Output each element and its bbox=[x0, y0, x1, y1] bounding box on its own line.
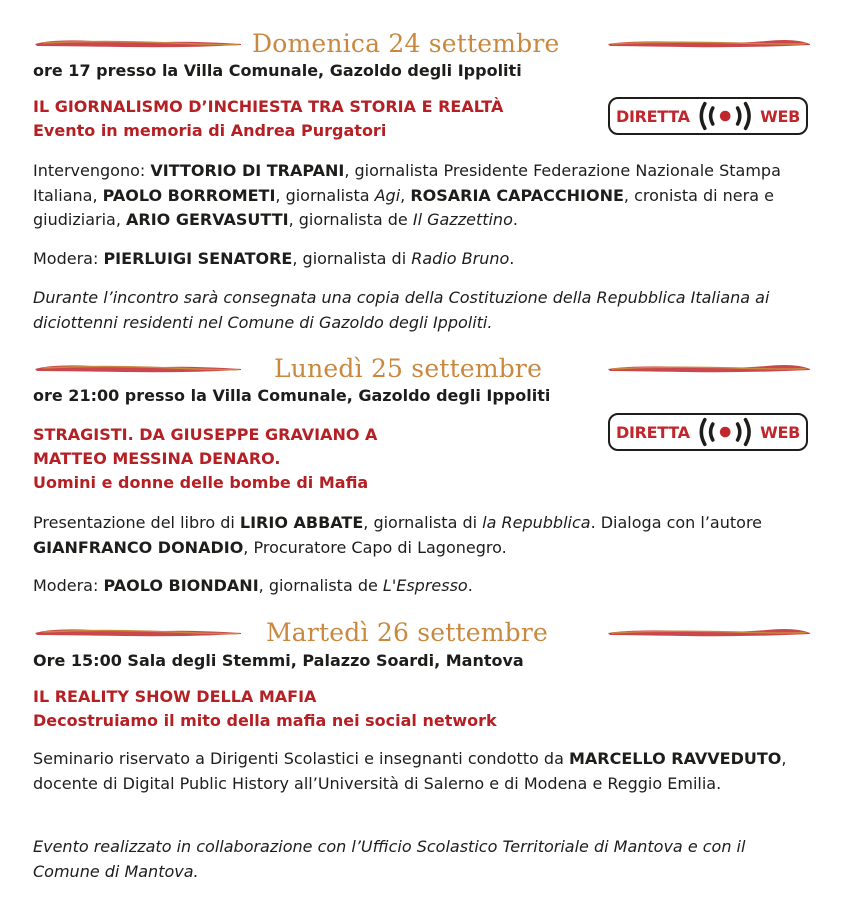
brush-stroke-right bbox=[606, 360, 812, 378]
day-title: Martedì 26 settembre bbox=[266, 618, 548, 647]
diretta-web-badge[interactable] bbox=[608, 97, 808, 135]
event-title-line: MATTEO MESSINA DENARO. bbox=[33, 449, 281, 468]
event-subtitle: Decostruiamo il mito della mafia nei social network bbox=[33, 711, 497, 730]
day-header-3 bbox=[0, 616, 849, 650]
diretta-web-badge[interactable] bbox=[608, 413, 808, 451]
moderator-line: Modera: PAOLO BIONDANI, giornalista de L'Espresso. bbox=[33, 576, 473, 595]
day-title: Domenica 24 settembre bbox=[252, 29, 560, 58]
broadcast-icon bbox=[696, 415, 754, 449]
broadcast-icon bbox=[696, 99, 754, 133]
event-place: ore 21:00 presso la Villa Comunale, Gazoldo degli Ippoliti bbox=[33, 386, 551, 405]
moderator-line: Modera: PIERLUIGI SENATORE, giornalista di Radio Bruno. bbox=[33, 249, 515, 268]
brush-stroke-left bbox=[33, 360, 243, 378]
event-title bbox=[33, 95, 503, 143]
presentation-paragraph: Presentazione del libro di LIRIO ABBATE, giornalista di la Repubblica. Dialoga con l’autore GIANFRANCO DONADIO, Procuratore Capo di Lagonegro. bbox=[33, 513, 763, 557]
day-header-1 bbox=[0, 27, 849, 61]
event-title-line: IL REALITY SHOW DELLA MAFIA bbox=[33, 687, 317, 706]
badge-left-word: DIRETTA bbox=[616, 106, 690, 126]
event-place: Ore 15:00 Sala degli Stemmi, Palazzo Soardi, Mantova bbox=[33, 651, 524, 670]
event-note: Evento realizzato in collaborazione con l’Ufficio Scolastico Territoriale di Mantova e con il Comune di Mantova. bbox=[33, 837, 746, 881]
badge-left-word: DIRETTA bbox=[616, 422, 690, 442]
event-title-line: IL GIORNALISMO D’INCHIESTA TRA STORIA E REALTÀ bbox=[33, 97, 504, 116]
event-subtitle: Evento in memoria di Andrea Purgatori bbox=[33, 121, 387, 140]
brush-stroke-right bbox=[606, 624, 812, 642]
badge-right-word: WEB bbox=[760, 422, 800, 442]
event-subtitle: Uomini e donne delle bombe di Mafia bbox=[33, 473, 369, 492]
event-title bbox=[33, 423, 377, 495]
brush-stroke-left bbox=[33, 35, 243, 53]
brush-stroke-left bbox=[33, 624, 243, 642]
seminar-paragraph: Seminario riservato a Dirigenti Scolastici e insegnanti condotto da MARCELLO RAVVEDUTO, docente di Digital Public History all’Università di Salerno e di Modena e Reggio Emilia. bbox=[33, 749, 787, 793]
speakers-paragraph: Intervengono: VITTORIO DI TRAPANI, giornalista Presidente Federazione Nazionale Stampa Italiana, PAOLO BORROMETI, giornalista Agi, ROSARIA CAPACCHIONE, cronista di nera e giudiziaria, ARIO GERVASUTTI, giornalista de Il Gazzettino. bbox=[33, 161, 781, 229]
event-note: Durante l’incontro sarà consegnata una copia della Costituzione della Repubblica Italiana ai diciottenni residenti nel Comune di Gazoldo degli Ippoliti. bbox=[33, 288, 770, 332]
event-place: ore 17 presso la Villa Comunale, Gazoldo degli Ippoliti bbox=[33, 61, 522, 80]
event-title-line: STRAGISTI. DA GIUSEPPE GRAVIANO A bbox=[33, 425, 378, 444]
day-title: Lunedì 25 settembre bbox=[274, 354, 543, 383]
brush-stroke-right bbox=[606, 35, 812, 53]
day-header-2 bbox=[0, 352, 849, 386]
event-title bbox=[33, 685, 497, 733]
badge-right-word: WEB bbox=[760, 106, 800, 126]
